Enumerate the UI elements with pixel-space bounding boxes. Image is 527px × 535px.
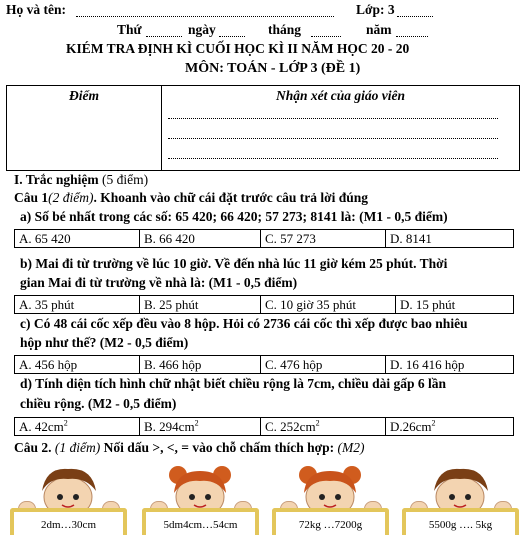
exam-title: KIÉM TRA ĐỊNH KÌ CUỐI HỌC KÌ II NĂM HỌC 20 - 20	[66, 41, 410, 56]
q1b-text-line1: b) Mai đi từ trường về lúc 10 giờ. Về đến nhà lúc 11 giờ kém 25 phút. Thời	[20, 256, 448, 271]
q1d-option-d[interactable]: $D.26cm^2$	[386, 418, 514, 436]
year-label: năm	[366, 22, 392, 37]
kid-card-3[interactable]	[268, 461, 393, 535]
q1c-text-line2: hộp như thế? (M2 - 0,5 điểm)	[20, 335, 189, 350]
comment-line-3[interactable]	[168, 158, 498, 159]
name-field[interactable]	[76, 5, 334, 17]
q1d-text-line1: d) Tính diện tích hình chữ nhật biết chiều rộng là 7cm, chiều dài gấp 6 lần	[20, 376, 447, 391]
q1a-option-a[interactable]: A. 65 420	[15, 230, 140, 248]
class-field[interactable]	[397, 5, 433, 17]
q1-heading: Câu 1(2 điểm). Khoanh vào chữ cái đặt trước câu trả lời đúng	[14, 190, 369, 205]
card-text: 5dm4cm…54cm	[163, 519, 238, 531]
score-label: Điểm	[69, 88, 99, 103]
q1c-option-c[interactable]: C. 476 hộp	[261, 356, 386, 374]
comment-line-1[interactable]	[168, 118, 498, 119]
q1b-option-d[interactable]: D. 15 phút	[396, 296, 514, 314]
card-text: 72kg …7200g	[298, 519, 363, 531]
q1a-text: a) Số bé nhất trong các số: 65 420; 66 420; 57 273; 8141 là: (M1 - 0,5 điểm)	[20, 209, 448, 224]
q1a-options	[14, 229, 514, 248]
sign-board	[142, 508, 259, 535]
year-field[interactable]	[396, 25, 428, 37]
q1d-option-b[interactable]: B. $294cm^2$	[140, 418, 261, 436]
q1b-text-line2: gian Mai đi từ trường về nhà là: (M1 - 0,5 điểm)	[20, 275, 298, 290]
comment-line-2[interactable]	[168, 138, 498, 139]
comment-label: Nhận xét của giáo viên	[275, 88, 405, 103]
score-cell[interactable]	[7, 86, 162, 171]
kid-card-2[interactable]	[138, 461, 263, 535]
class-label: Lớp: 3	[356, 2, 395, 17]
q1b-option-a[interactable]: A. 35 phút	[15, 296, 140, 314]
q1b-option-c[interactable]: C. 10 giờ 35 phút	[261, 296, 396, 314]
q1c-options	[14, 355, 514, 374]
sign-board	[272, 508, 389, 535]
month-field[interactable]	[311, 25, 341, 37]
exam-subject: MÔN: TOÁN - LỚP 3 (ĐỀ 1)	[185, 61, 361, 76]
kid-card-1[interactable]	[6, 461, 131, 535]
q1d-option-c[interactable]: C. $252cm^2$	[261, 418, 386, 436]
weekday-field[interactable]	[146, 25, 182, 37]
sign-board	[402, 508, 519, 535]
q2-heading: Câu 2. (1 điểm) Nối dấu >, <, = vào chỗ chấm thích hợp: (M2)	[14, 440, 365, 455]
q1a-option-c[interactable]: C. 57 273	[261, 230, 386, 248]
q1b-option-b[interactable]: B. 25 phút	[140, 296, 261, 314]
q1d-options	[14, 417, 514, 436]
month-label: tháng	[268, 22, 302, 37]
q1c-text-line1: c) Có 48 cái cốc xếp đều vào 8 hộp. Hỏi có 2736 cái cốc thì xếp được bao nhiêu	[20, 316, 468, 331]
q1d-text-line2: chiều rộng. (M2 - 0,5 điểm)	[20, 396, 177, 411]
q1c-option-a[interactable]: A. 456 hộp	[15, 356, 140, 374]
card-text: 2dm…30cm	[41, 519, 96, 531]
q1c-option-b[interactable]: B. 466 hộp	[140, 356, 261, 374]
q1c-option-d[interactable]: D. 16 416 hộp	[386, 356, 514, 374]
q1a-option-d[interactable]: D. 8141	[386, 230, 514, 248]
section1-heading: I. Trắc nghiệm (5 điểm)	[14, 172, 149, 187]
q1a-option-b[interactable]: B. 66 420	[140, 230, 261, 248]
day-label: ngày	[188, 22, 216, 37]
weekday-label: Thứ	[117, 22, 142, 37]
card-text: 5500g …. 5kg	[428, 519, 493, 531]
q1d-option-a[interactable]: A. $42cm^2$	[15, 418, 140, 436]
q1b-options	[14, 295, 514, 314]
sign-board	[10, 508, 127, 535]
day-field[interactable]	[219, 25, 245, 37]
name-label: Họ và tên:	[6, 2, 66, 17]
kid-card-4[interactable]	[398, 461, 523, 535]
